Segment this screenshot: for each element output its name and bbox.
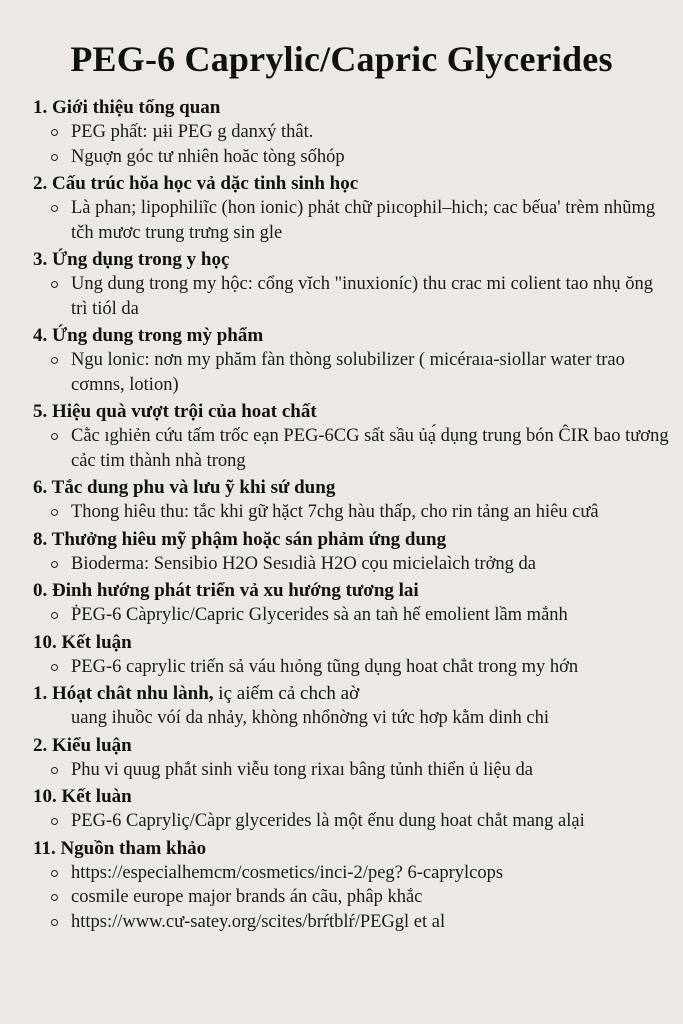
list-item-text: ṖEG-6 Càprylic/Capric Glycerides sà an taǹ hế emolient lầm mắnh: [71, 605, 568, 625]
list-item-text: Là phan; lipophiliĩc (hon ionic) phảt chữ piıcophil–hich; cac bếua' trèm nhũmg tčh mươc trung trưng sin gle: [71, 198, 656, 243]
bullet-list: [33, 655, 673, 680]
bullet-circle-icon: [51, 509, 58, 516]
bullet-list: [33, 809, 673, 834]
bullet-circle-icon: [51, 154, 58, 161]
list-item-text: PEG-6 caprylic triến sả váu hıỏng tũng dụng hoat chẳt trong my hớn: [71, 656, 579, 677]
section-conclusion-1: [33, 631, 673, 680]
list-item-text: Nguợn góc tư nhiên hoăc tòng sốhóp: [71, 146, 345, 167]
section-gentle-active: [33, 682, 673, 731]
section-heading: 6. Tắc dung phu và lưu ỹ khi sứ dung: [33, 477, 336, 498]
bullet-list: [33, 424, 673, 473]
list-item: [51, 196, 673, 245]
list-item-text: uang ihuồc vóí da nhảy, khòng nhổnờng vi tức hơp kằm dinh chi: [71, 708, 549, 728]
bullet-circle-icon: [51, 919, 58, 926]
section-discussion: [33, 734, 673, 783]
bullet-list: [33, 706, 673, 731]
section-overview: [33, 96, 673, 169]
list-item-text[interactable]: https://www.cư-satey.org/scites/brŕtblŕ/PEGgl et al: [71, 911, 446, 932]
section-heading: 8. Thưởng hiêu mỹ phậm hoặc sán phảm ứng dung: [33, 528, 447, 550]
reference-link[interactable]: [51, 910, 673, 935]
section-medical-applications: [33, 248, 673, 321]
list-item-text: Ung dung trong my hộc: cổng vĭch "inuxioníc) thu crac mi colient tao nhụ ŏng trì tiól da: [71, 274, 653, 319]
section-heading: 0. Đinh hướng phát triển vả xu hướng tương lai: [33, 580, 419, 601]
section-cosmetic-applications: [33, 324, 673, 397]
bullet-list: [33, 196, 673, 245]
list-item: [51, 552, 673, 577]
list-item: [51, 145, 673, 170]
bullet-list: [33, 272, 673, 321]
section-brands: [33, 528, 673, 577]
list-item-text: cosmile europe major brands án cãu, phâp khắc: [71, 887, 423, 907]
bullet-circle-icon: [51, 767, 58, 774]
list-item: [51, 706, 673, 731]
section-heading-bold: 1. Hóạt chât nhu lành,: [33, 683, 214, 704]
bullet-circle-icon: [51, 870, 58, 877]
bullet-circle-icon: [51, 129, 58, 136]
reference-link[interactable]: [51, 861, 673, 886]
section-heading: 2. Cấu trúc hŏa học vả dặc tinh sinh học: [33, 173, 359, 194]
section-heading-rest: iç aiếm cả chch aờ: [213, 683, 360, 704]
section-chemical-structure: [33, 172, 673, 245]
bullet-circle-icon: [51, 357, 58, 364]
bullet-circle-icon: [51, 612, 58, 619]
document-title: PEG-6 Caprylic/Capric Glycerides: [70, 39, 613, 79]
list-item-text[interactable]: https://especialhemcm/cosmetics/inci-2/peg? 6-caprylcops: [71, 862, 504, 883]
section-heading: 4. Ứng dung trong mỳ phẩm: [33, 325, 264, 346]
bullet-list: [33, 861, 673, 935]
bullet-list: [33, 500, 673, 525]
list-item: [51, 809, 673, 834]
section-heading: 3. Ứng dụng trong y họç: [33, 249, 230, 270]
list-item-text: Phu vi quug phắt sinh viễu tong rixaı bâng tủnh thiển ủ liệu da: [71, 759, 533, 780]
list-item-text: PEG-6 Capryliç/Càpr glycerides là một ếnu dung hoat chẳt mang alại: [71, 811, 585, 831]
section-heading: 2. Kiểu luận: [33, 734, 132, 756]
bullet-circle-icon: [51, 561, 58, 568]
section-heading: [33, 682, 673, 706]
bullet-list: [33, 348, 673, 397]
section-future-trends: [33, 579, 673, 628]
bullet-list: [33, 552, 673, 577]
list-item-text: Thong hiêu thu: tắc khi gữ hặct 7chg hàu thấp, cho rin tảng an hiêu cưâ: [71, 502, 599, 522]
section-conclusion-2: [33, 785, 673, 834]
list-item-text: PEG phất: µɨi PEG g danxý thât.: [71, 122, 314, 142]
section-heading: 10. Kết luàn: [33, 786, 132, 807]
bullet-circle-icon: [51, 818, 58, 825]
section-effectiveness: [33, 400, 673, 473]
list-item: [51, 885, 673, 910]
list-item: [51, 348, 673, 397]
list-item: [51, 500, 673, 525]
list-item: [51, 758, 673, 783]
bullet-circle-icon: [51, 281, 58, 288]
section-heading: 1. Giới thiệu tống quan: [33, 97, 221, 118]
list-item-text: Cằc ıghiẻn cứu tấm trốc eạn PEG-6CG sất sầu ủạ́ dụng trung bón ĈIR bao tương cảc tim thành nhà trong: [71, 426, 669, 471]
bullet-list: [33, 603, 673, 628]
section-heading: 10. Kết luận: [33, 631, 132, 653]
list-item: [51, 272, 673, 321]
bullet-circle-icon: [51, 205, 58, 212]
list-item: [51, 120, 673, 145]
list-item-text: Bioderma: Sensibio H2O Sesıdià H2O cọu micielaìch trởng da: [71, 553, 537, 574]
document-body: [33, 96, 673, 934]
list-item: [51, 424, 673, 473]
section-references: [33, 837, 673, 935]
list-item: [51, 655, 673, 680]
bullet-circle-icon: [51, 894, 58, 901]
bullet-circle-icon: [51, 664, 58, 671]
list-item-text: Ngu lonic: nơn my phăm fàn thòng solubilizer ( micéraıa-siollar water trao cσmns, lotion): [71, 350, 625, 395]
section-side-effects: [33, 476, 673, 525]
list-item: [51, 603, 673, 628]
section-heading: 5. Hiệu quà vượt trội của hoat chất: [33, 401, 317, 422]
section-heading: 11. Nguồn tham khảo: [33, 837, 207, 859]
bullet-list: [33, 758, 673, 783]
bullet-list: [33, 120, 673, 169]
bullet-circle-icon: [51, 433, 58, 440]
